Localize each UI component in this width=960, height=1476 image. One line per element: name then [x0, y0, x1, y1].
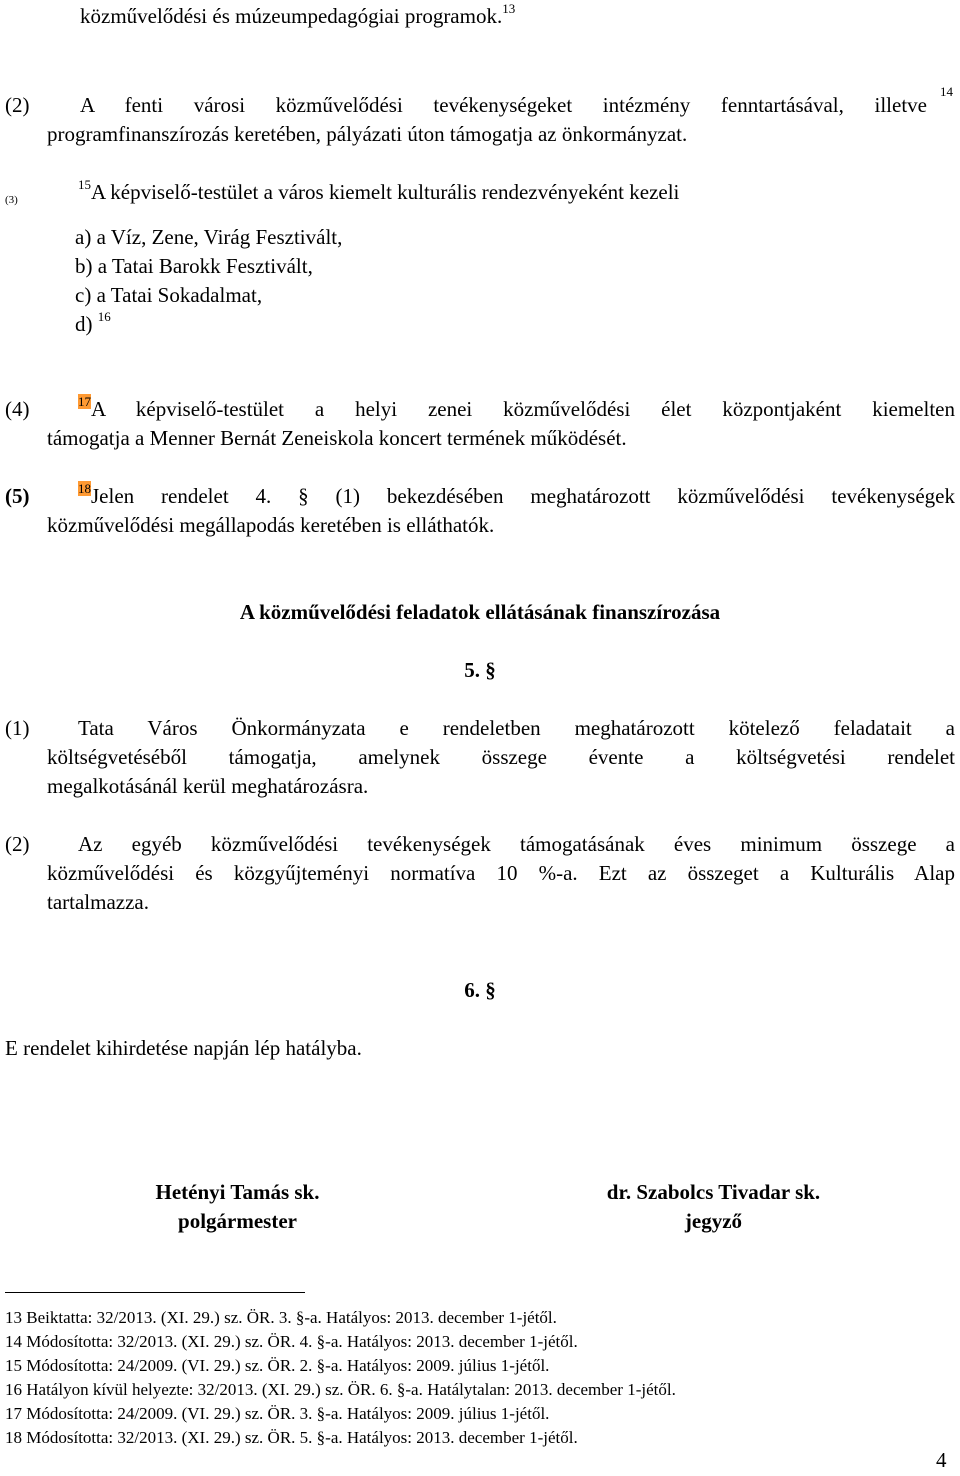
- section-5-p1-line-2: költségvetéséből támogatja, amelynek összege évente a költségvetési rendelet: [47, 745, 955, 769]
- footnote: 15 Módosította: 24/2009. (VI. 29.) sz. ÖR. 2. §-a. Hatályos: 2009. július 1-jétől.: [5, 1356, 550, 1375]
- list-item: b) a Tatai Barokk Fesztivált,: [75, 254, 313, 278]
- continuation-line: közművelődési és múzeumpedagógiai programok.$^{13}$: [80, 1, 516, 28]
- section-heading: 5. §: [464, 658, 496, 682]
- paragraph-number: (2): [5, 93, 30, 117]
- footnote: 13 Beiktatta: 32/2013. (XI. 29.) sz. ÖR. 3. §-a. Hatályos: 2013. december 1-jétől.: [5, 1308, 557, 1327]
- section-5-p2-line-1: Az egyéb közművelődési tevékenységek támogatásának éves minimum összege a: [78, 832, 955, 856]
- paragraph-number: (5): [5, 484, 30, 508]
- footnote-ref[interactable]: 13: [502, 1, 516, 16]
- paragraph-number: (2): [5, 832, 30, 856]
- footnote-separator: [5, 1292, 305, 1293]
- section-heading: 6. §: [464, 978, 496, 1002]
- footnote-ref[interactable]: 17: [78, 394, 91, 409]
- footnote-ref[interactable]: 18: [78, 481, 91, 496]
- paragraph-5-line-1: $^{18}$Jelen rendelet 4. § (1) bekezdésében meghatározott közművelődési tevékenységek: [78, 481, 955, 508]
- paragraph-4-line-1: $^{17}$A képviselő-testület a helyi zenei közművelődési élet központjaként kiemelten: [78, 394, 955, 421]
- paragraph-4-line-2: támogatja a Menner Bernát Zeneiskola koncert termének működését.: [47, 426, 627, 450]
- paragraph-number: (1): [5, 716, 30, 740]
- paragraph-number: (4): [5, 397, 30, 421]
- paragraph-number: (3): [5, 194, 18, 206]
- signature-title: jegyző: [684, 1209, 743, 1233]
- paragraph-5-line-2: közművelődési megállapodás keretében is elláthatók.: [47, 513, 495, 537]
- section-5-p2-line-3: tartalmazza.: [47, 890, 150, 914]
- page-number: 4: [936, 1448, 947, 1472]
- signature-title: polgármester: [178, 1209, 297, 1233]
- paragraph-2-line-1: A fenti városi közművelődési tevékenységeket intézmény fenntartásával, illetve: [80, 93, 927, 117]
- signature-name: dr. Szabolcs Tivadar sk.: [606, 1180, 821, 1204]
- footnote: 18 Módosította: 32/2013. (XI. 29.) sz. ÖR. 5. §-a. Hatályos: 2013. december 1-jétől.: [5, 1428, 578, 1447]
- section-title: A közművelődési feladatok ellátásának finanszírozása: [239, 600, 721, 624]
- paragraph-2-line-2: programfinanszírozás keretében, pályázati úton támogatja az önkormányzat.: [47, 122, 688, 146]
- effective-date-text: E rendelet kihirdetése napján lép hatályba.: [5, 1036, 362, 1060]
- footnote: 17 Módosította: 24/2009. (VI. 29.) sz. ÖR. 3. §-a. Hatályos: 2009. július 1-jétől.: [5, 1404, 550, 1423]
- signature-name: Hetényi Tamás sk.: [155, 1180, 320, 1204]
- footnote-ref[interactable]: 15: [78, 177, 91, 192]
- paragraph-3-text: $^{15}$A képviselő-testület a város kiemelt kulturális rendezvényeként kezeli: [78, 177, 680, 204]
- section-5-p1-line-3: megalkotásánál kerül meghatározásra.: [47, 774, 369, 798]
- list-item: d) $^{16}$: [75, 309, 111, 336]
- footnote: 16 Hatályon kívül helyezte: 32/2013. (XI. 29.) sz. ÖR. 6. §-a. Hatálytalan: 2013. december 1-jétől.: [5, 1380, 676, 1399]
- list-item: c) a Tatai Sokadalmat,: [75, 283, 263, 307]
- footnote-ref[interactable]: 16: [97, 309, 111, 324]
- section-5-p2-line-2: közművelődési és közgyűjteményi normatíva 10 %-a. Ezt az összeget a Kulturális Alap: [47, 861, 955, 885]
- section-5-p1-line-1: Tata Város Önkormányzata e rendeletben meghatározott kötelező feladatait a: [78, 716, 955, 740]
- footnote: 14 Módosította: 32/2013. (XI. 29.) sz. ÖR. 4. §-a. Hatályos: 2013. december 1-jétől.: [5, 1332, 578, 1351]
- list-item: a) a Víz, Zene, Virág Fesztivált,: [75, 225, 343, 249]
